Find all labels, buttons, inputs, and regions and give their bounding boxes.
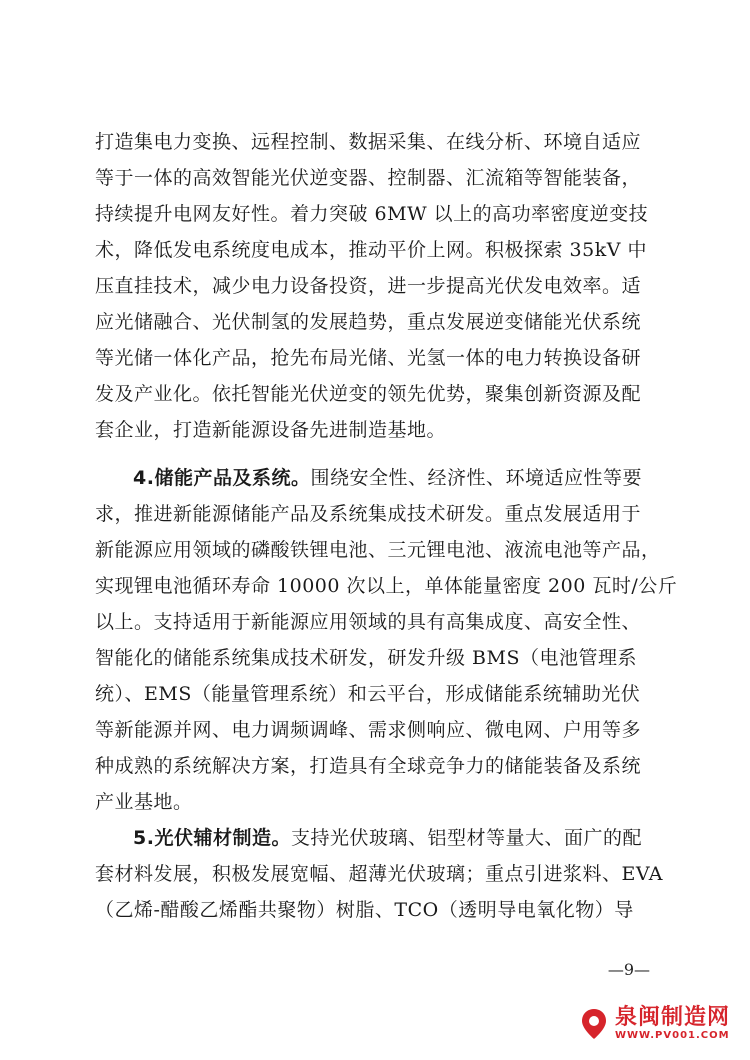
section-heading: 5.光伏辅材制造。: [133, 827, 291, 849]
text-line: 等于一体的高效智能光伏逆变器、控制器、汇流箱等智能装备，: [95, 167, 642, 189]
text-line: 以上。支持适用于新能源应用领域的具有高集成度、高安全性、: [95, 611, 642, 633]
paragraph-inverter: [95, 124, 660, 448]
watermark-text: [615, 1006, 730, 1042]
text-line: 持续提升电网友好性。着力突破 6MW 以上的高功率密度逆变技: [95, 203, 649, 225]
text-line: 产业基地。: [95, 791, 193, 813]
section-heading: 4.储能产品及系统。: [133, 467, 311, 489]
text-line: 等光储一体化产品，抢先布局光储、光氢一体的电力转换设备研: [95, 347, 642, 369]
section-first-line: [95, 460, 660, 496]
watermark-title: 泉闽制造网: [614, 1005, 730, 1030]
text-line: 实现锂电池循环寿命 10000 次以上，单体能量密度 200 瓦时/公斤: [95, 575, 678, 597]
section-first-line-text: 围绕安全性、经济性、环境适应性等要: [310, 467, 642, 489]
text-line: 打造集电力变换、远程控制、数据采集、在线分析、环境自适应: [95, 131, 642, 153]
text-line: 统）、EMS（能量管理系统）和云平台，形成储能系统辅助光伏: [95, 683, 641, 705]
text-line: 套材料发展，积极发展宽幅、超薄光伏玻璃；重点引进浆料、EVA: [95, 863, 664, 885]
section-first-line: [95, 820, 660, 856]
section-pv-auxiliary: [95, 820, 664, 928]
text-line: 压直挂技术，减少电力设备投资，进一步提高光伏发电效率。适: [95, 275, 642, 297]
text-line: 新能源应用领域的磷酸铁锂电池、三元锂电池、液流电池等产品，: [95, 539, 661, 561]
text-line: 套企业，打造新能源设备先进制造基地。: [95, 419, 447, 441]
text-line: 应光储融合、光伏制氢的发展趋势，重点发展逆变储能光伏系统: [95, 311, 642, 333]
text-line: 求，推进新能源储能产品及系统集成技术研发。重点发展适用于: [95, 503, 642, 525]
text-line: 种成熟的系统解决方案，打造具有全球竞争力的储能装备及系统: [95, 755, 642, 777]
page-number: —9—: [607, 960, 650, 979]
text-line: 术，降低发电系统度电成本，推动平价上网。积极探索 35kV 中: [95, 239, 647, 261]
map-pin-icon: [577, 1007, 611, 1041]
text-line: 等新能源并网、电力调频调峰、需求侧响应、微电网、户用等多: [95, 719, 642, 741]
text-line: 发及产业化。依托智能光伏逆变的领先优势，聚集创新资源及配: [95, 383, 642, 405]
text-line: （乙烯-醋酸乙烯酯共聚物）树脂、TCO（透明导电氧化物）导: [95, 899, 634, 921]
section-first-line-text: 支持光伏玻璃、铝型材等量大、面广的配: [290, 827, 642, 849]
site-watermark: [577, 1006, 730, 1042]
watermark-url: WWW.PV001.COM: [614, 1030, 730, 1041]
section-energy-storage: [95, 460, 678, 820]
text-line: 智能化的储能系统集成技术研发，研发升级 BMS（电池管理系: [95, 647, 637, 669]
